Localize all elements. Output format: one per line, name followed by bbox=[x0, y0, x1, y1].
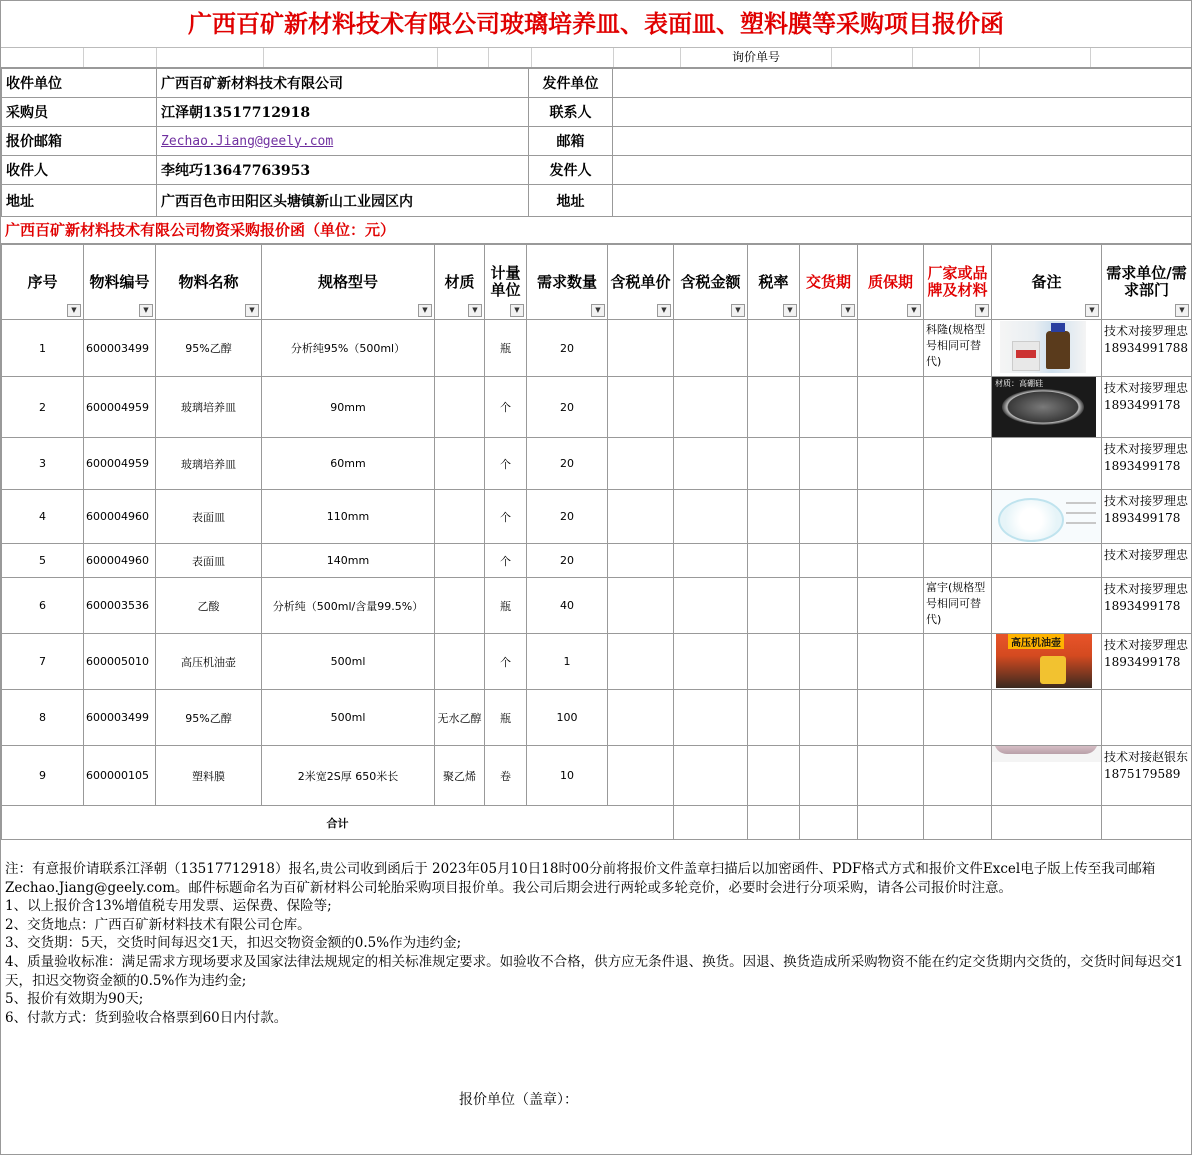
warranty-cell[interactable] bbox=[858, 544, 924, 578]
spec-cell[interactable]: 110mm bbox=[262, 490, 435, 544]
filter-dropdown-icon[interactable]: ▼ bbox=[67, 304, 81, 317]
total-amount[interactable] bbox=[674, 806, 748, 840]
info-label-right: 联系人 bbox=[529, 98, 613, 127]
col-header-label: 含税金额 bbox=[680, 272, 741, 291]
material-cell[interactable] bbox=[435, 634, 485, 690]
col-header-qty[interactable] bbox=[527, 245, 608, 320]
info-row bbox=[2, 156, 1192, 185]
tax-rate-cell[interactable] bbox=[748, 746, 800, 806]
material-cell[interactable]: 聚乙烯 bbox=[435, 746, 485, 806]
delivery-cell[interactable] bbox=[800, 690, 858, 746]
info-label-right: 发件人 bbox=[529, 156, 613, 185]
total-cell[interactable] bbox=[800, 806, 858, 840]
sign-label: 报价单位（盖章）： bbox=[459, 1092, 578, 1108]
filter-dropdown-icon[interactable]: ▼ bbox=[907, 304, 921, 317]
material-name-cell[interactable]: 高压机油壶 bbox=[156, 634, 262, 690]
material-name-cell[interactable]: 表面皿 bbox=[156, 490, 262, 544]
email-link[interactable]: Zechao.Jiang@geely.com bbox=[157, 127, 529, 156]
material-cell[interactable] bbox=[435, 490, 485, 544]
total-cell[interactable] bbox=[1102, 806, 1192, 840]
note-line: 6、付款方式：货到验收合格票到60日内付款。 bbox=[5, 1009, 288, 1026]
table-row bbox=[2, 544, 1192, 578]
remark-cell[interactable] bbox=[992, 377, 1102, 438]
warranty-cell[interactable] bbox=[858, 377, 924, 438]
spec-cell[interactable]: 140mm bbox=[262, 544, 435, 578]
material-name-cell[interactable]: 乙酸 bbox=[156, 578, 262, 634]
delivery-cell[interactable] bbox=[800, 634, 858, 690]
row-no-cell[interactable]: 7 bbox=[2, 634, 84, 690]
unit-price-cell[interactable] bbox=[608, 690, 674, 746]
remark-cell[interactable] bbox=[992, 690, 1102, 746]
image-caption: 高压机油壶 bbox=[1008, 634, 1064, 649]
remark-cell[interactable] bbox=[992, 490, 1102, 544]
table-row bbox=[2, 377, 1192, 438]
col-header-label: 材质 bbox=[444, 272, 475, 291]
tax-rate-cell[interactable] bbox=[748, 490, 800, 544]
bottle-product-image bbox=[1000, 321, 1086, 373]
warranty-cell[interactable] bbox=[858, 438, 924, 490]
col-header-label: 含税单价 bbox=[610, 272, 671, 291]
note-line: 1、以上报价含13%增值税专用发票、运保费、保险等; bbox=[5, 898, 332, 915]
unit-price-cell[interactable] bbox=[608, 320, 674, 377]
table-row bbox=[2, 320, 1192, 377]
dept-cell[interactable]: 技术对接罗理忠1893499178 bbox=[1102, 578, 1192, 634]
material-code-cell[interactable]: 600000105 bbox=[84, 746, 156, 806]
dept-cell[interactable]: 技术对接罗理忠1893499178 bbox=[1102, 490, 1192, 544]
info-label: 采购员 bbox=[2, 98, 157, 127]
delivery-cell[interactable] bbox=[800, 438, 858, 490]
tax-rate-cell[interactable] bbox=[748, 320, 800, 377]
warranty-cell[interactable] bbox=[858, 746, 924, 806]
col-header-brand[interactable] bbox=[924, 245, 992, 320]
info-label: 报价邮箱 bbox=[2, 127, 157, 156]
unit-cell[interactable]: 个 bbox=[485, 544, 527, 578]
brand-cell[interactable] bbox=[924, 634, 992, 690]
quantity-cell[interactable]: 20 bbox=[527, 490, 608, 544]
material-name-cell[interactable]: 玻璃培养皿 bbox=[156, 438, 262, 490]
total-row bbox=[2, 806, 1192, 840]
unit-cell[interactable]: 卷 bbox=[485, 746, 527, 806]
info-row bbox=[2, 69, 1192, 98]
info-value-right[interactable] bbox=[613, 69, 1192, 98]
info-table bbox=[1, 68, 1192, 217]
filter-dropdown-icon[interactable]: ▼ bbox=[418, 304, 432, 317]
filter-dropdown-icon[interactable]: ▼ bbox=[841, 304, 855, 317]
col-header-label: 计量单位 bbox=[490, 264, 521, 299]
amount-cell[interactable] bbox=[674, 544, 748, 578]
tax-rate-cell[interactable] bbox=[748, 438, 800, 490]
unit-price-cell[interactable] bbox=[608, 634, 674, 690]
info-value-right[interactable] bbox=[613, 98, 1192, 127]
amount-cell[interactable] bbox=[674, 634, 748, 690]
note-line: 注：有意报价请联系江泽朝（13517712918）报名,贵公司收到函后于 2023年05月10日18时00分前将报价文件盖章扫描后以加密函件、PDF格式方式和报价文件Excel电子版上传至我司邮箱Zechao.Jiang@geely.com。邮件标题命名为百矿新材料公司轮胎采购项目报价单。我公司后期会进行两轮或多轮竞价，必要时会进行分项采购，请各公司报价时注意。 bbox=[5, 861, 1156, 896]
unit-cell[interactable]: 瓶 bbox=[485, 578, 527, 634]
inquiry-cell[interactable] bbox=[84, 48, 157, 67]
quantity-cell[interactable]: 100 bbox=[527, 690, 608, 746]
material-code-cell[interactable]: 600004959 bbox=[84, 377, 156, 438]
brand-cell[interactable] bbox=[924, 544, 992, 578]
material-name-cell[interactable]: 玻璃培养皿 bbox=[156, 377, 262, 438]
inquiry-cell[interactable] bbox=[438, 48, 489, 67]
delivery-cell[interactable] bbox=[800, 578, 858, 634]
material-name-cell[interactable]: 95%乙醇 bbox=[156, 690, 262, 746]
quantity-cell[interactable]: 1 bbox=[527, 634, 608, 690]
col-header-spec[interactable] bbox=[262, 245, 435, 320]
unit-price-cell[interactable] bbox=[608, 377, 674, 438]
items-table bbox=[1, 244, 1192, 840]
row-no-cell[interactable]: 9 bbox=[2, 746, 84, 806]
col-header-label: 物料名称 bbox=[178, 272, 239, 291]
tax-rate-cell[interactable] bbox=[748, 578, 800, 634]
warranty-cell[interactable] bbox=[858, 320, 924, 377]
table-row bbox=[2, 746, 1192, 806]
dish-product-image bbox=[992, 377, 1096, 438]
info-label-right: 邮箱 bbox=[529, 127, 613, 156]
col-header-remark[interactable] bbox=[992, 245, 1102, 320]
warranty-cell[interactable] bbox=[858, 690, 924, 746]
remark-cell[interactable] bbox=[992, 544, 1102, 578]
filter-dropdown-icon[interactable]: ▼ bbox=[1085, 304, 1099, 317]
tax-rate-cell[interactable] bbox=[748, 634, 800, 690]
dept-cell[interactable]: 技术对接罗理忠 bbox=[1102, 544, 1192, 578]
col-header-unit[interactable] bbox=[485, 245, 527, 320]
unit-price-cell[interactable] bbox=[608, 544, 674, 578]
dept-cell[interactable]: 技术对接赵银东1875179589 bbox=[1102, 746, 1192, 806]
amount-cell[interactable] bbox=[674, 377, 748, 438]
col-header-name[interactable] bbox=[156, 245, 262, 320]
unit-cell[interactable]: 瓶 bbox=[485, 320, 527, 377]
header-row bbox=[2, 245, 1192, 320]
quantity-cell[interactable]: 20 bbox=[527, 438, 608, 490]
delivery-cell[interactable] bbox=[800, 490, 858, 544]
image-caption: 材质：高硼硅 bbox=[995, 379, 1043, 388]
unit-price-cell[interactable] bbox=[608, 578, 674, 634]
table-row bbox=[2, 438, 1192, 490]
unit-price-cell[interactable] bbox=[608, 438, 674, 490]
dept-cell[interactable] bbox=[1102, 690, 1192, 746]
row-no-cell[interactable]: 5 bbox=[2, 544, 84, 578]
col-header-label: 规格型号 bbox=[317, 272, 378, 291]
unit-cell[interactable]: 个 bbox=[485, 634, 527, 690]
inquiry-number-value[interactable] bbox=[832, 48, 913, 67]
inquiry-cell[interactable] bbox=[489, 48, 532, 67]
info-row bbox=[2, 98, 1192, 127]
total-label: 合计 bbox=[2, 806, 674, 840]
unit-price-cell[interactable] bbox=[608, 746, 674, 806]
delivery-cell[interactable] bbox=[800, 320, 858, 377]
oil-product-image bbox=[996, 634, 1092, 688]
col-header-label: 备注 bbox=[1031, 272, 1062, 291]
total-cell[interactable] bbox=[924, 806, 992, 840]
filter-dropdown-icon[interactable]: ▼ bbox=[657, 304, 671, 317]
brand-cell[interactable] bbox=[924, 377, 992, 438]
delivery-cell[interactable] bbox=[800, 544, 858, 578]
info-value[interactable]: 李纯巧13647763953 bbox=[157, 156, 529, 185]
warranty-cell[interactable] bbox=[858, 490, 924, 544]
quantity-cell[interactable]: 20 bbox=[527, 377, 608, 438]
filter-dropdown-icon[interactable]: ▼ bbox=[783, 304, 797, 317]
material-cell[interactable] bbox=[435, 544, 485, 578]
unit-price-cell[interactable] bbox=[608, 490, 674, 544]
col-header-amount[interactable] bbox=[674, 245, 748, 320]
notes-section bbox=[1, 840, 1191, 1027]
page-title: 广西百矿新材料技术有限公司玻璃培养皿、表面皿、塑料膜等采购项目报价函 bbox=[1, 1, 1191, 48]
inquiry-cell[interactable] bbox=[264, 48, 438, 67]
inquiry-cell[interactable] bbox=[157, 48, 264, 67]
table-row bbox=[2, 634, 1192, 690]
material-code-cell[interactable]: 600004959 bbox=[84, 438, 156, 490]
delivery-cell[interactable] bbox=[800, 746, 858, 806]
quantity-cell[interactable]: 40 bbox=[527, 578, 608, 634]
inquiry-number-label: 询价单号 bbox=[681, 48, 832, 67]
amount-cell[interactable] bbox=[674, 690, 748, 746]
material-cell[interactable] bbox=[435, 438, 485, 490]
dept-cell[interactable]: 技术对接罗理忠1893499178 bbox=[1102, 438, 1192, 490]
col-header-label: 需求数量 bbox=[536, 272, 597, 291]
col-header-label: 厂家或品牌及材料 bbox=[927, 264, 988, 299]
spec-cell[interactable]: 2米宽2S厚 650米长 bbox=[262, 746, 435, 806]
dept-cell[interactable]: 技术对接罗理忠18934991788 bbox=[1102, 320, 1192, 377]
note-line: 4、质量验收标准：满足需求方现场要求及国家法律法规规定的相关标准规定要求。如验收不合格，供方应无条件退、换货。因退、换货造成所采购物资不能在约定交货期内交货的，交货时间每迟交1天，扣迟交物资金额的0.5%作为违约金; bbox=[5, 953, 1184, 989]
info-value[interactable]: 广西百色市田阳区头塘镇新山工业园区内 bbox=[157, 185, 529, 217]
amount-cell[interactable] bbox=[674, 746, 748, 806]
info-label: 地址 bbox=[2, 185, 157, 217]
row-no-cell[interactable]: 3 bbox=[2, 438, 84, 490]
info-label: 收件单位 bbox=[2, 69, 157, 98]
total-cell[interactable] bbox=[992, 806, 1102, 840]
unit-cell[interactable]: 瓶 bbox=[485, 690, 527, 746]
total-cell[interactable] bbox=[858, 806, 924, 840]
filter-dropdown-icon[interactable]: ▼ bbox=[731, 304, 745, 317]
amount-cell[interactable] bbox=[674, 490, 748, 544]
inquiry-cell[interactable] bbox=[1, 48, 84, 67]
inquiry-cell[interactable] bbox=[1091, 48, 1181, 67]
unit-cell[interactable]: 个 bbox=[485, 490, 527, 544]
unit-cell[interactable]: 个 bbox=[485, 377, 527, 438]
brand-cell[interactable] bbox=[924, 490, 992, 544]
remark-cell[interactable] bbox=[992, 634, 1102, 690]
row-no-cell[interactable]: 6 bbox=[2, 578, 84, 634]
remark-cell[interactable] bbox=[992, 746, 1102, 806]
filter-dropdown-icon[interactable]: ▼ bbox=[468, 304, 482, 317]
brand-cell[interactable] bbox=[924, 690, 992, 746]
info-label: 收件人 bbox=[2, 156, 157, 185]
material-cell[interactable] bbox=[435, 377, 485, 438]
dept-cell[interactable]: 技术对接罗理忠1893499178 bbox=[1102, 377, 1192, 438]
inquiry-cell[interactable] bbox=[532, 48, 614, 67]
unit-cell[interactable]: 个 bbox=[485, 438, 527, 490]
filter-dropdown-icon[interactable]: ▼ bbox=[139, 304, 153, 317]
filter-dropdown-icon[interactable]: ▼ bbox=[1175, 304, 1189, 317]
remark-cell[interactable] bbox=[992, 578, 1102, 634]
material-code-cell[interactable]: 600004960 bbox=[84, 490, 156, 544]
dept-cell[interactable]: 技术对接罗理忠1893499178 bbox=[1102, 634, 1192, 690]
brand-cell[interactable] bbox=[924, 438, 992, 490]
col-header-code[interactable] bbox=[84, 245, 156, 320]
table-row bbox=[2, 690, 1192, 746]
material-code-cell[interactable]: 600003499 bbox=[84, 320, 156, 377]
spec-cell[interactable]: 分析纯（500ml/含量99.5%） bbox=[262, 578, 435, 634]
delivery-cell[interactable] bbox=[800, 377, 858, 438]
col-header-material[interactable] bbox=[435, 245, 485, 320]
material-cell[interactable]: 无水乙醇 bbox=[435, 690, 485, 746]
total-cell[interactable] bbox=[748, 806, 800, 840]
col-header-no[interactable] bbox=[2, 245, 84, 320]
info-value-right[interactable] bbox=[613, 127, 1192, 156]
col-header-unit-price[interactable] bbox=[608, 245, 674, 320]
col-header-label: 交货期 bbox=[805, 272, 851, 291]
row-no-cell[interactable]: 2 bbox=[2, 377, 84, 438]
material-code-cell[interactable]: 600005010 bbox=[84, 634, 156, 690]
row-no-cell[interactable]: 1 bbox=[2, 320, 84, 377]
inquiry-row bbox=[1, 48, 1191, 68]
material-name-cell[interactable]: 表面皿 bbox=[156, 544, 262, 578]
table-row bbox=[2, 490, 1192, 544]
inquiry-cell[interactable] bbox=[913, 48, 980, 67]
col-header-label: 税率 bbox=[758, 272, 789, 291]
warranty-cell[interactable] bbox=[858, 578, 924, 634]
filter-dropdown-icon[interactable]: ▼ bbox=[975, 304, 989, 317]
tax-rate-cell[interactable] bbox=[748, 690, 800, 746]
filter-dropdown-icon[interactable]: ▼ bbox=[591, 304, 605, 317]
col-header-label: 质保期 bbox=[867, 272, 913, 291]
row-no-cell[interactable]: 8 bbox=[2, 690, 84, 746]
material-cell[interactable] bbox=[435, 320, 485, 377]
col-header-dept[interactable] bbox=[1102, 245, 1192, 320]
brand-cell[interactable]: 富宇(规格型号相同可替代) bbox=[924, 578, 992, 634]
col-header-delivery[interactable] bbox=[800, 245, 858, 320]
info-value[interactable]: 江泽朝13517712918 bbox=[157, 98, 529, 127]
row-no-cell[interactable]: 4 bbox=[2, 490, 84, 544]
remark-cell[interactable] bbox=[992, 438, 1102, 490]
material-code-cell[interactable]: 600003499 bbox=[84, 690, 156, 746]
filter-dropdown-icon[interactable]: ▼ bbox=[510, 304, 524, 317]
material-name-cell[interactable]: 95%乙醇 bbox=[156, 320, 262, 377]
watch-product-image bbox=[992, 490, 1102, 542]
info-value-right[interactable] bbox=[613, 185, 1192, 217]
tax-rate-cell[interactable] bbox=[748, 544, 800, 578]
col-header-label: 物料编号 bbox=[89, 272, 150, 291]
warranty-cell[interactable] bbox=[858, 634, 924, 690]
note-line: 3、交货期：5天，交货时间每迟交1天，扣迟交物资金额的0.5%作为违约金; bbox=[5, 935, 462, 952]
spec-cell[interactable]: 60mm bbox=[262, 438, 435, 490]
col-header-warranty[interactable] bbox=[858, 245, 924, 320]
inquiry-cell[interactable] bbox=[614, 48, 681, 67]
material-code-cell[interactable]: 600004960 bbox=[84, 544, 156, 578]
info-row bbox=[2, 185, 1192, 217]
quantity-cell[interactable]: 10 bbox=[527, 746, 608, 806]
col-header-label: 序号 bbox=[27, 272, 58, 291]
material-cell[interactable] bbox=[435, 578, 485, 634]
remark-cell[interactable] bbox=[992, 320, 1102, 377]
section-subtitle: 广西百矿新材料技术有限公司物资采购报价函（单位：元） bbox=[1, 217, 1191, 244]
film-product-image bbox=[992, 746, 1102, 763]
info-row bbox=[2, 127, 1192, 156]
info-value-right[interactable] bbox=[613, 156, 1192, 185]
quantity-cell[interactable]: 20 bbox=[527, 544, 608, 578]
filter-dropdown-icon[interactable]: ▼ bbox=[245, 304, 259, 317]
col-header-tax-rate[interactable] bbox=[748, 245, 800, 320]
brand-cell[interactable] bbox=[924, 746, 992, 806]
amount-cell[interactable] bbox=[674, 578, 748, 634]
col-header-label: 需求单位/需求部门 bbox=[1106, 264, 1187, 299]
quantity-cell[interactable]: 20 bbox=[527, 320, 608, 377]
tax-rate-cell[interactable] bbox=[748, 377, 800, 438]
info-label-right: 地址 bbox=[529, 185, 613, 217]
spec-cell[interactable]: 分析纯95%（500ml） bbox=[262, 320, 435, 377]
note-line: 2、交货地点：广西百矿新材料技术有限公司仓库。 bbox=[5, 916, 311, 933]
inquiry-cell[interactable] bbox=[980, 48, 1091, 67]
spec-cell[interactable]: 500ml bbox=[262, 690, 435, 746]
info-value[interactable]: 广西百矿新材料技术有限公司 bbox=[157, 69, 529, 98]
brand-cell[interactable]: 科隆(规格型号相同可替代) bbox=[924, 320, 992, 377]
note-line: 5、报价有效期为90天; bbox=[5, 991, 144, 1008]
spec-cell[interactable]: 90mm bbox=[262, 377, 435, 438]
spec-cell[interactable]: 500ml bbox=[262, 634, 435, 690]
material-code-cell[interactable]: 600003536 bbox=[84, 578, 156, 634]
amount-cell[interactable] bbox=[674, 320, 748, 377]
material-name-cell[interactable]: 塑料膜 bbox=[156, 746, 262, 806]
info-label-right: 发件单位 bbox=[529, 69, 613, 98]
amount-cell[interactable] bbox=[674, 438, 748, 490]
table-row bbox=[2, 578, 1192, 634]
